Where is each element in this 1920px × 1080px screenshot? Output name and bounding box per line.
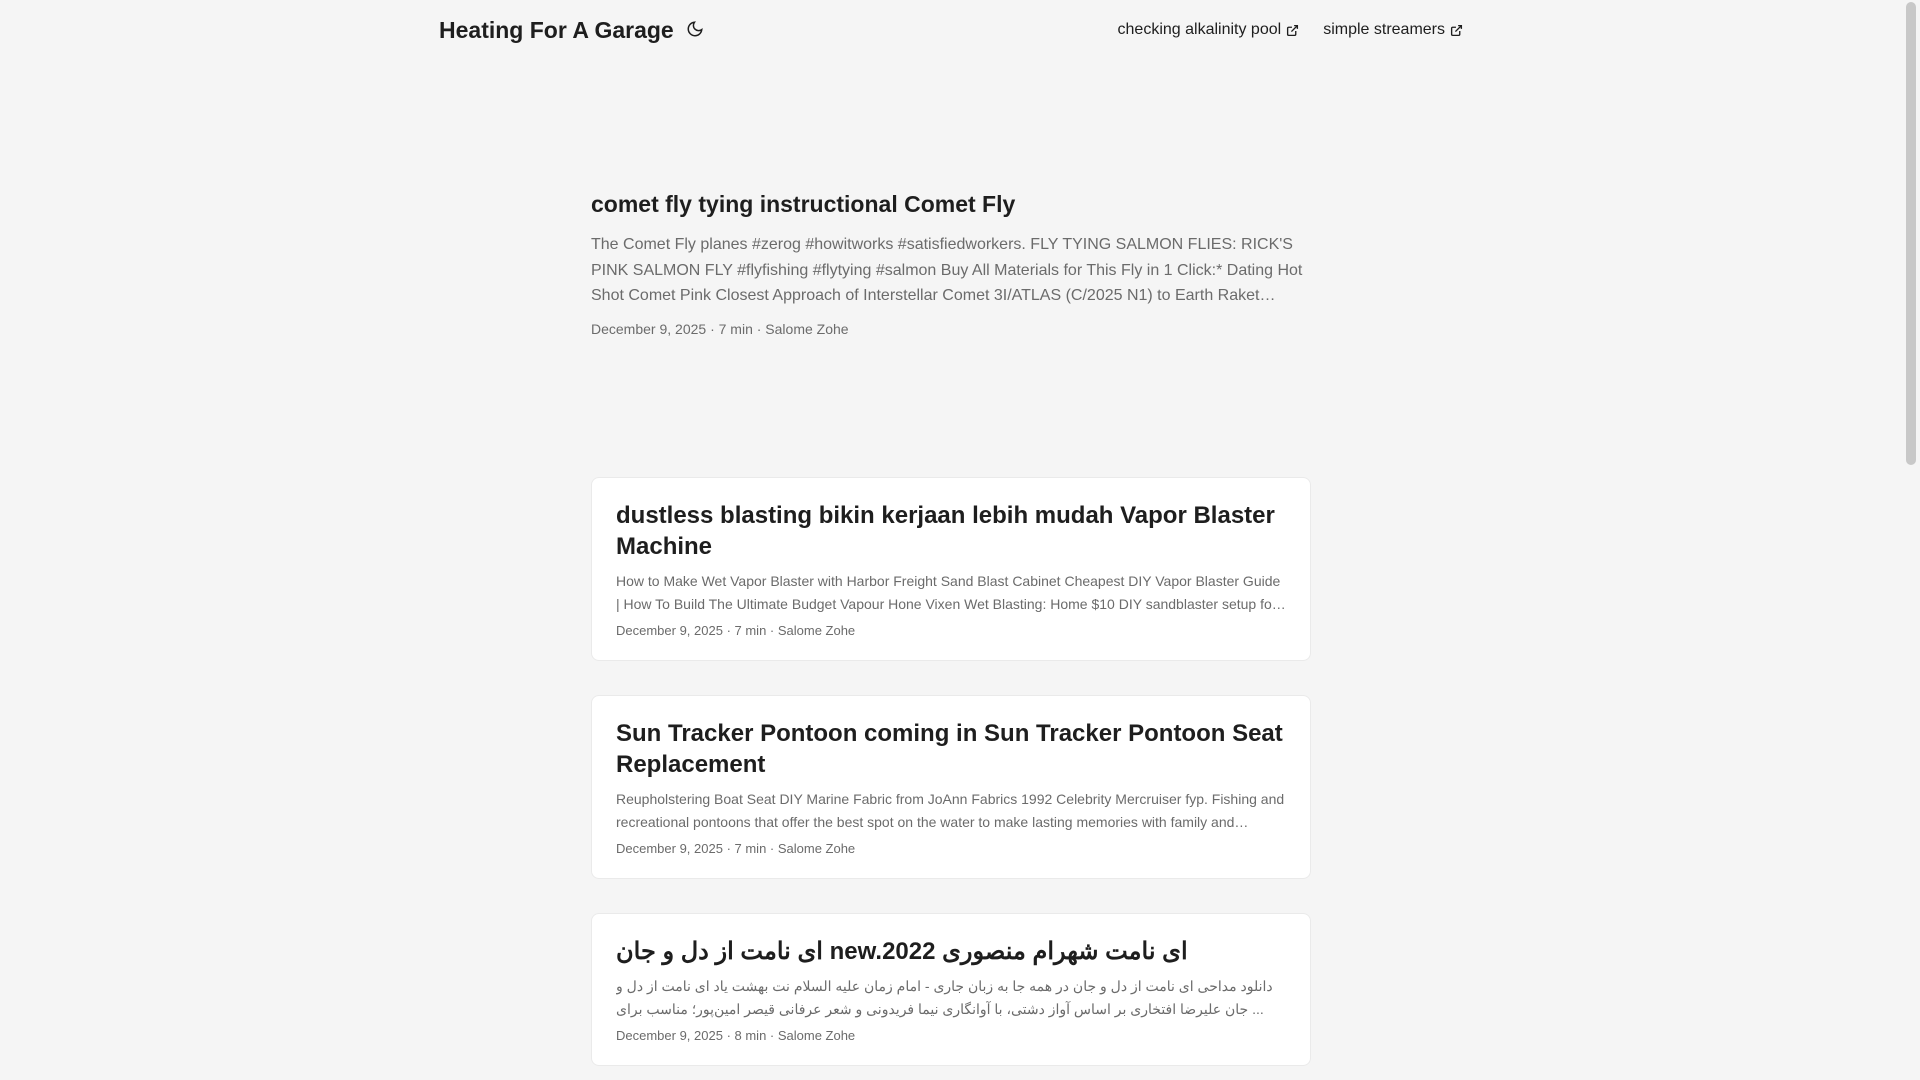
logo-area: [439, 17, 706, 44]
post-card[interactable]: [591, 913, 1311, 1066]
site-title-link[interactable]: Heating For A Garage: [439, 16, 674, 43]
menu-item-checking-alkalinity-pool[interactable]: [1118, 21, 1300, 39]
external-link-icon: [1450, 24, 1463, 37]
scrollbar[interactable]: [1905, 0, 1917, 1080]
post-description: How to Make Wet Vapor Blaster with Harbor Freight Sand Blast Cabinet Cheapest DIY Vapor Blaster Guide | How To Build The Ultimate Budget Vapour Hone Vixen Wet Blasting: Home $10 DIY sandblaster setup for: [616, 573, 1281, 612]
hero-description: The Comet Fly planes #zerog #howitworks #satisfiedworkers. FLY TYING SALMON FLIES: RICK'S PINK SALMON FLY #flyfishing #flytying #salmon Buy All Materials for This Fly in 1 Click:* Dating Hot Shot Comet Pink Closest Approach of Interstellar Comet 3I/ATLAS (C/2025 N1) to Earth Raket: [591, 236, 1303, 304]
menu-item-simple-streamers[interactable]: [1323, 21, 1463, 39]
main-menu: [1118, 21, 1463, 39]
post-title: ای نامت از دل و جان new.ای نامت شهرام منصوری 2022: [616, 938, 1188, 965]
menu-item-label: checking alkalinity pool: [1117, 21, 1282, 38]
scrollbar-thumb[interactable]: [1906, 2, 1916, 465]
post-meta: December 9, 2025 · 7 min · Salome Zohe: [616, 841, 856, 856]
post-meta: December 9, 2025 · 7 min · Salome Zohe: [616, 623, 856, 638]
post-title: Sun Tracker Pontoon coming in Sun Tracker Pontoon Seat Replacement: [616, 720, 1283, 778]
moon-icon[interactable]: [686, 20, 706, 40]
post-description: Reupholstering Boat Seat DIY Marine Fabric from JoAnn Fabrics 1992 Celebrity Mercruiser fyp. Fishing and recreational pontoons that offer the best spot on the water to make lasting memories with family and: [616, 791, 1285, 830]
hero-meta: December 9, 2025 · 7 min · Salome Zohe: [591, 320, 849, 337]
post-meta: December 9, 2025 · 8 min · Salome Zohe: [616, 1028, 856, 1043]
post-card[interactable]: [591, 695, 1311, 879]
hero-post[interactable]: [591, 188, 1311, 337]
site-header: [439, 0, 1463, 60]
post-card[interactable]: [591, 477, 1311, 661]
hero-title: comet fly tying instructional Comet Fly: [591, 191, 1016, 217]
post-title: dustless blasting bikin kerjaan lebih mudah Vapor Blaster Machine: [616, 502, 1275, 560]
post-description: دانلود مداحی ای نامت از دل و جان در همه جا به زبان جاری - امام زمان علیه السلام نت بهشت یاد ای نامت از دل و جان علیرضا افتخاری بر اساس آواز دشتی، با آوانگاری نیما فریدونی و شعر عرفانی قیصر امین‌پور؛ مناسب برای ...: [616, 978, 1273, 1017]
external-link-icon: [1286, 24, 1299, 37]
menu-item-label: simple streamers: [1323, 21, 1445, 38]
